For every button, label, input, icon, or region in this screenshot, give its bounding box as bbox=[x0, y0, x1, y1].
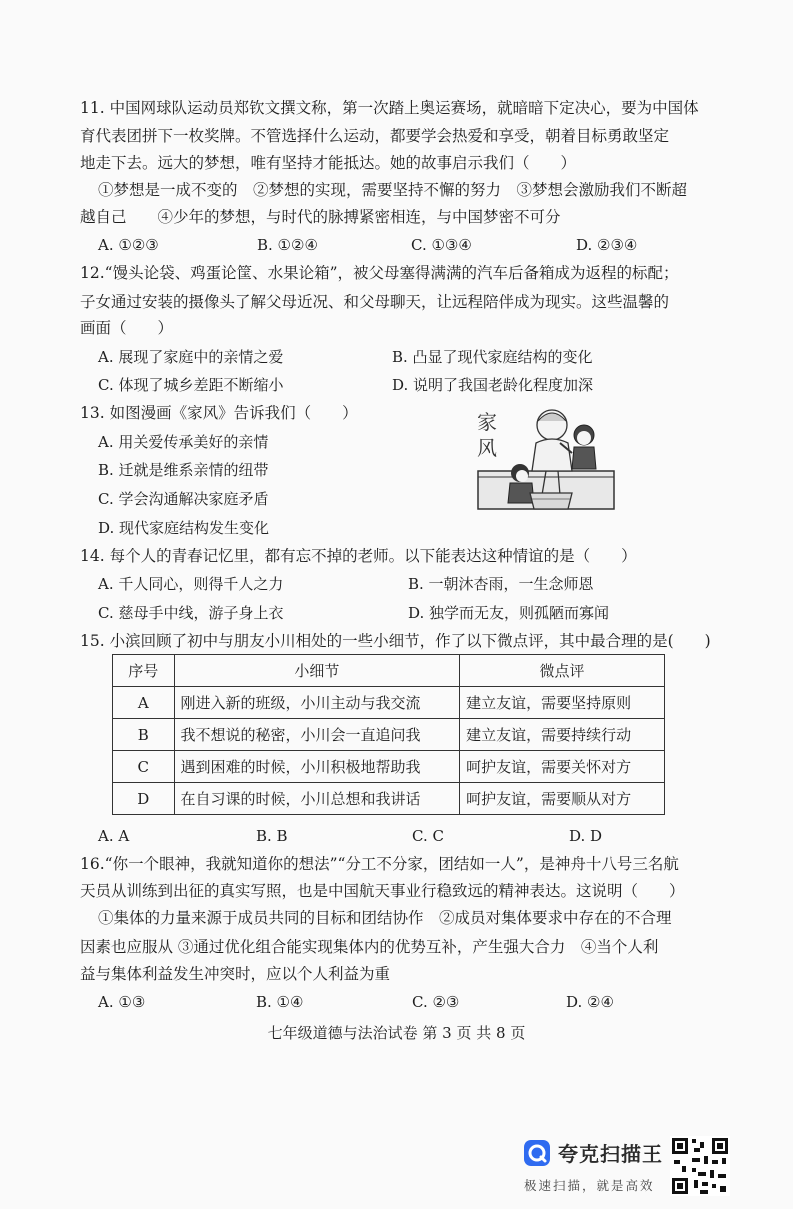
q11-statements-line-1: ①梦想是一成不变的 ②梦想的实现，需要坚持不懈的努力 ③梦想会激励我们不断超 bbox=[98, 181, 688, 199]
q15-option-d: D. D bbox=[569, 827, 603, 845]
q16-stem-line-1: 16.“你一个眼神，我就知道你的想法”“分工不分家，团结如一人”，是神舟十八号三名航 bbox=[80, 855, 679, 873]
q16-statements-line-3: 益与集体利益发生冲突时，应以个人利益为重 bbox=[80, 965, 391, 983]
table-header-row bbox=[113, 655, 665, 687]
q14-option-b: B. 一朝沐杏雨，一生念师恩 bbox=[408, 575, 594, 593]
row-d-detail: 在自习课的时候，小川总想和我讲话 bbox=[174, 783, 460, 815]
q12-option-d: D. 说明了我国老龄化程度加深 bbox=[392, 376, 594, 394]
q12-stem-line-1: 12.“馒头论袋、鸡蛋论筐、水果论箱”，被父母塞得满满的汽车后备箱成为返程的标配； bbox=[80, 264, 679, 282]
row-d-number: D bbox=[113, 783, 175, 815]
row-a-number: A bbox=[113, 687, 175, 719]
q16-stem-line-2: 天员从训练到出征的真实写照，也是中国航天事业行稳致远的精神表达。这说明（ ） bbox=[80, 882, 685, 900]
q11-option-d: D. ②③④ bbox=[576, 236, 638, 254]
q11-option-c: C. ①③④ bbox=[411, 236, 472, 254]
row-a-comment: 建立友谊，需要坚持原则 bbox=[460, 687, 665, 719]
row-d-comment: 呵护友谊，需要顺从对方 bbox=[460, 783, 665, 815]
table-row bbox=[113, 783, 665, 815]
table-row bbox=[113, 751, 665, 783]
watermark-slogan: 极速扫描，就是高效 bbox=[524, 1178, 655, 1193]
q13-option-d: D. 现代家庭结构发生变化 bbox=[98, 519, 270, 537]
row-b-comment: 建立友谊，需要持续行动 bbox=[460, 719, 665, 751]
row-c-detail: 遇到困难的时候，小川积极地帮助我 bbox=[174, 751, 460, 783]
q15-stem: 15. 小滨回顾了初中与朋友小川相处的一些小细节，作了以下微点评，其中最合理的是( ) bbox=[80, 632, 711, 650]
q13-option-a: A. 用关爱传承美好的亲情 bbox=[98, 433, 269, 451]
q16-option-c: C. ②③ bbox=[412, 993, 460, 1011]
row-b-detail: 我不想说的秘密，小川会一直追问我 bbox=[174, 719, 460, 751]
q11-statements-line-2: 越自己 ④少年的梦想，与时代的脉搏紧密相连，与中国梦密不可分 bbox=[80, 208, 561, 226]
q12-option-a: A. 展现了家庭中的亲情之爱 bbox=[98, 348, 284, 366]
q15-option-c: C. C bbox=[412, 827, 444, 845]
q11-option-a: A. ①②③ bbox=[98, 236, 159, 254]
page-footer: 七年级道德与法治试卷 第 3 页 共 8 页 bbox=[267, 1024, 526, 1042]
table-row bbox=[113, 719, 665, 751]
cartoon-title: 家风 bbox=[477, 410, 497, 460]
q16-option-b: B. ①④ bbox=[256, 993, 304, 1011]
q15-option-a: A. A bbox=[98, 827, 130, 845]
table-row bbox=[113, 687, 665, 719]
scanner-logo-icon bbox=[524, 1140, 550, 1166]
q12-stem-line-3: 画面（ ） bbox=[80, 319, 174, 337]
q11-stem-line-2: 育代表团拼下一枚奖牌。不管选择什么运动，都要学会热爱和享受，朝着目标勇敢坚定 bbox=[80, 127, 670, 145]
header-comment: 微点评 bbox=[460, 655, 665, 687]
q16-option-d: D. ②④ bbox=[566, 993, 614, 1011]
row-a-detail: 刚进入新的班级，小川主动与我交流 bbox=[174, 687, 460, 719]
row-b-number: B bbox=[113, 719, 175, 751]
header-number: 序号 bbox=[113, 655, 175, 687]
q13-option-c: C. 学会沟通解决家庭矛盾 bbox=[98, 490, 269, 508]
row-c-number: C bbox=[113, 751, 175, 783]
header-detail: 小细节 bbox=[174, 655, 460, 687]
cartoon-drawing bbox=[476, 403, 616, 513]
family-tradition-cartoon bbox=[476, 403, 616, 513]
q11-stem-line-3: 地走下去。远大的梦想，唯有坚持才能抵达。她的故事启示我们（ ） bbox=[80, 154, 577, 172]
q15-option-b: B. B bbox=[256, 827, 288, 845]
watermark-brand: 夸克扫描王 bbox=[558, 1142, 663, 1166]
q16-statements-line-1: ①集体的力量来源于成员共同的目标和团结协作 ②成员对集体要求中存在的不合理 bbox=[98, 909, 672, 927]
q14-option-a: A. 千人同心，则得千人之力 bbox=[98, 575, 284, 593]
q16-option-a: A. ①③ bbox=[98, 993, 146, 1011]
q16-statements-line-2: 因素也应服从 ③通过优化组合能实现集体内的优势互补，产生强大合力 ④当个人利 bbox=[80, 938, 659, 956]
qr-code-icon bbox=[670, 1136, 730, 1196]
q13-option-b: B. 迁就是维系亲情的纽带 bbox=[98, 461, 269, 479]
q12-option-b: B. 凸显了现代家庭结构的变化 bbox=[392, 348, 593, 366]
q11-stem-line-1: 11. 中国网球队运动员郑钦文撰文称，第一次踏上奥运赛场，就暗暗下定决心，要为中国体 bbox=[80, 99, 699, 117]
q14-option-d: D. 独学而无友，则孤陋而寡闻 bbox=[408, 604, 610, 622]
q13-stem: 13. 如图漫画《家风》告诉我们（ ） bbox=[80, 404, 358, 422]
scanner-watermark bbox=[520, 1136, 765, 1196]
q12-option-c: C. 体现了城乡差距不断缩小 bbox=[98, 376, 284, 394]
q11-option-b: B. ①②④ bbox=[257, 236, 318, 254]
row-c-comment: 呵护友谊，需要关怀对方 bbox=[460, 751, 665, 783]
q14-option-c: C. 慈母手中线，游子身上衣 bbox=[98, 604, 284, 622]
q15-table bbox=[112, 654, 665, 815]
q14-stem: 14. 每个人的青春记忆里，都有忘不掉的老师。以下能表达这种情谊的是（ ） bbox=[80, 547, 637, 565]
q12-stem-line-2: 子女通过安装的摄像头了解父母近况、和父母聊天，让远程陪伴成为现实。这些温馨的 bbox=[80, 293, 670, 311]
